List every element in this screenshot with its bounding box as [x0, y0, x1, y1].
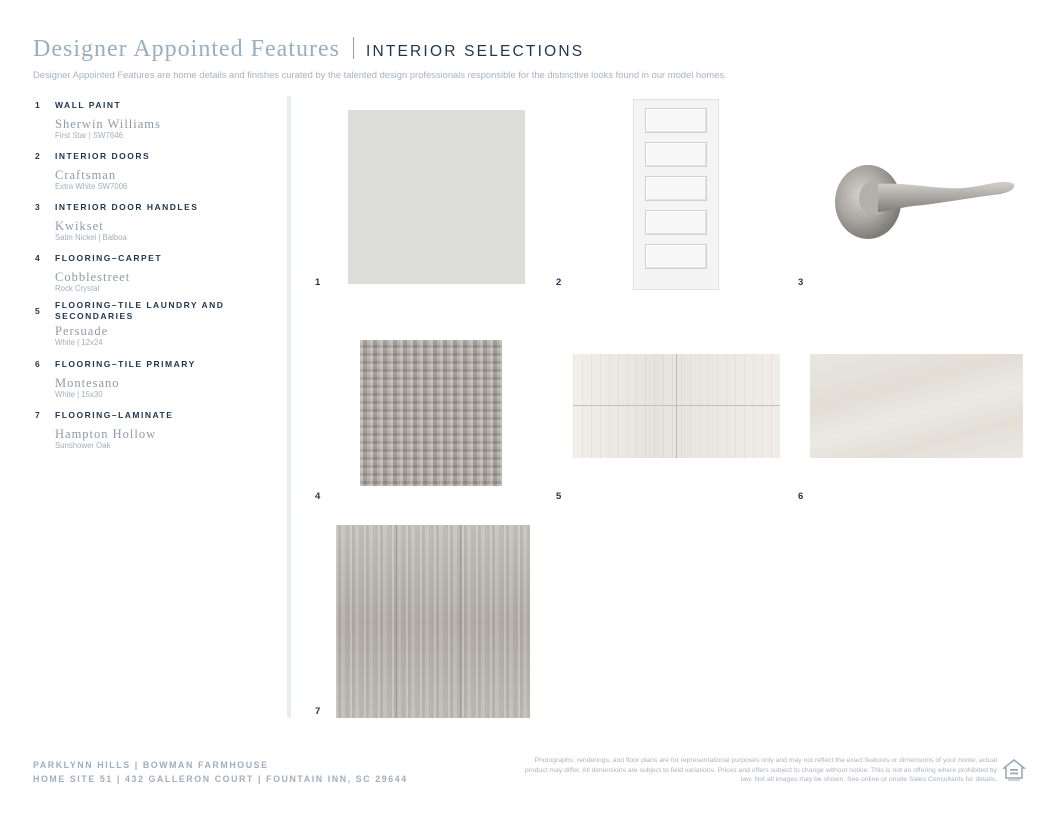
equal-housing-opportunity-icon: [1002, 758, 1026, 782]
primary-tile-swatch: [810, 354, 1023, 458]
item-name: Persuade: [55, 324, 109, 338]
interior-door-image: [633, 99, 719, 290]
item-number: 1: [35, 100, 40, 110]
item-number: 5: [35, 306, 40, 316]
item-category: INTERIOR DOOR HANDLES: [55, 202, 199, 212]
tile-grout-horizontal: [573, 405, 780, 406]
item-category: FLOORING–CARPET: [55, 253, 163, 263]
item-name: Montesano: [55, 376, 120, 390]
item-name: Cobblestreet: [55, 270, 131, 284]
item-body: [55, 300, 255, 348]
item-body: [55, 253, 255, 294]
title-row: [33, 34, 1023, 63]
tile-grout-vertical: [676, 354, 677, 458]
door-panel: [645, 210, 707, 235]
door-panel: [645, 108, 707, 133]
image-label-6: 6: [798, 491, 804, 502]
door-panel: [645, 176, 707, 201]
item-category: FLOORING–TILE LAUNDRY AND SECONDARIES: [55, 300, 225, 321]
footer-homesite: HOME SITE 51 | 432 GALLERON COURT | FOUNTAIN INN, SC 29644: [33, 774, 408, 784]
laminate-swatch: [336, 525, 530, 718]
item-body: [55, 202, 255, 243]
item-detail: Satin Nickel | Balboa: [55, 233, 127, 242]
laundry-tile-swatch: [573, 354, 780, 458]
item-name: Kwikset: [55, 219, 104, 233]
item-detail: White | 12x24: [55, 338, 103, 347]
item-detail: Sunshower Oak: [55, 441, 111, 450]
item-category: FLOORING–TILE PRIMARY: [55, 359, 196, 369]
item-detail: First Star | SW7646: [55, 131, 123, 140]
image-label-1: 1: [315, 277, 321, 288]
carpet-swatch: [360, 340, 502, 486]
item-number: 6: [35, 359, 40, 369]
footer-address: [33, 758, 408, 786]
footer-community: PARKLYNN HILLS | BOWMAN FARMHOUSE: [33, 760, 269, 770]
image-label-4: 4: [315, 491, 321, 502]
item-number: 3: [35, 202, 40, 212]
item-body: [55, 410, 255, 451]
item-body: [55, 151, 255, 192]
page-subtitle: INTERIOR SELECTIONS: [365, 43, 585, 60]
column-divider: [287, 96, 291, 718]
image-label-2: 2: [556, 277, 562, 288]
item-name: Hampton Hollow: [55, 427, 157, 441]
item-name: Sherwin Williams: [55, 117, 161, 131]
item-detail: White | 15x30: [55, 390, 103, 399]
item-name: Craftsman: [55, 168, 117, 182]
image-label-3: 3: [798, 277, 804, 288]
footer-disclaimer: Photographs, renderings, and floor plans are for representational purposes only and may not reflect the exact features or dimensions of your home; actual product may differ. All dimensions are subject to field variations. Prices and offers subject to change without notice. This is not an offering where prohibited by law. Not all images may be shown. See online or onsite Sales Consultants for details.: [524, 757, 997, 783]
wall-paint-swatch: [348, 110, 525, 284]
title-divider: [353, 37, 354, 59]
item-category: WALL PAINT: [55, 100, 122, 110]
door-handle-image: [828, 160, 1018, 245]
door-panel: [645, 244, 707, 269]
item-detail: Extra White SW7006: [55, 182, 128, 191]
item-category: INTERIOR DOORS: [55, 151, 151, 161]
item-body: [55, 359, 255, 400]
item-number: 7: [35, 410, 40, 420]
image-label-7: 7: [315, 706, 321, 717]
item-detail: Rock Crystal: [55, 284, 100, 293]
item-body: [55, 100, 255, 141]
page-header: [33, 34, 1023, 80]
item-number: 2: [35, 151, 40, 161]
page-title: Designer Appointed Features: [33, 36, 340, 62]
item-number: 4: [35, 253, 40, 263]
intro-text: Designer Appointed Features are home details and finishes curated by the talented design professionals responsible for the distinctive looks found in our model homes.: [33, 69, 727, 80]
item-category: FLOORING–LAMINATE: [55, 410, 174, 420]
image-label-5: 5: [556, 491, 562, 502]
door-panel: [645, 142, 707, 167]
